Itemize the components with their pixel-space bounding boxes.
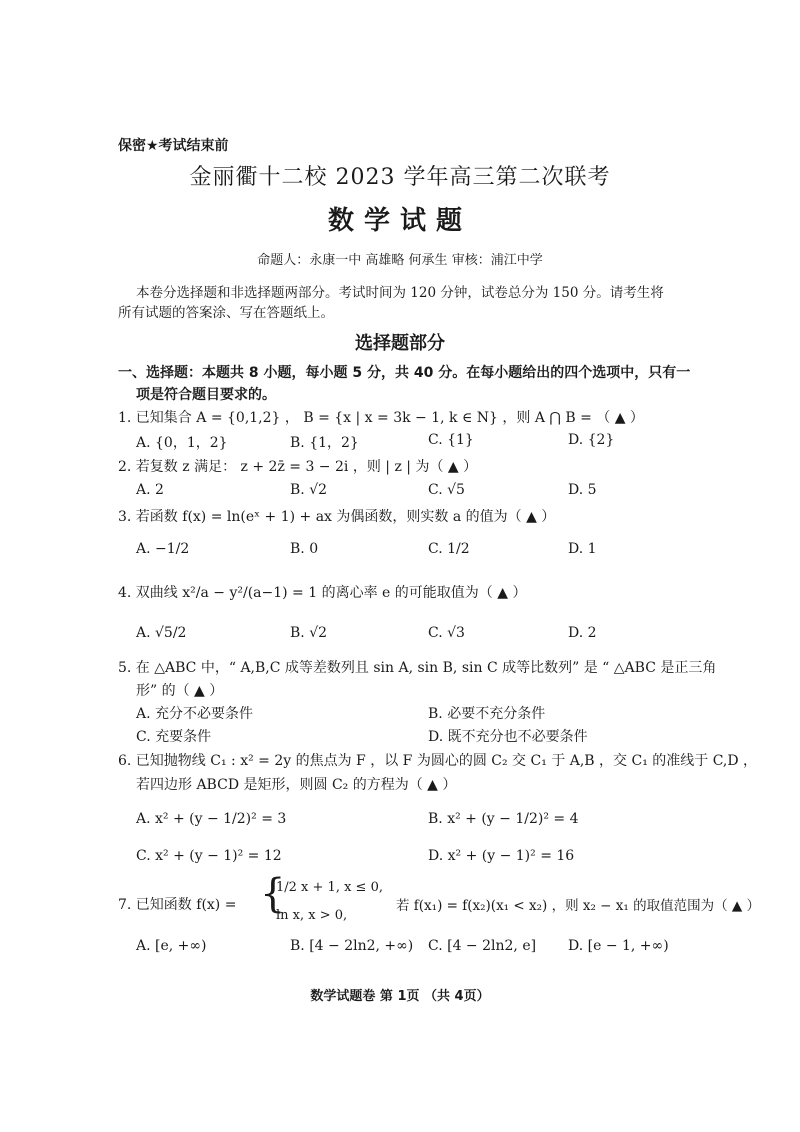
page-footer: 数学试题卷 第 1页 （共 4页） [310,989,490,1004]
question-5-stem-line-1: 5. 在 △ABC 中，“ A,B,C 成等差数列且 sin A, sin B, sin C 成等比数列” 是 “ △ABC 是正三角 [118,660,717,676]
question-7-stem-prefix: 7. 已知函数 f(x) = [118,897,237,913]
question-4-stem: 4. 双曲线 x²/a − y²/(a−1) = 1 的离心率 e 的可能取值为（ ▲ ） [118,585,527,601]
question-7-option-a: A. [e, +∞) [136,938,207,954]
question-7-option-b: B. [4 − 2ln2, +∞) [290,938,414,954]
question-6-option-d: D. x² + (y − 1)² = 16 [428,848,575,864]
question-6-stem-line-1: 6. 已知抛物线 C₁ : x² = 2y 的焦点为 F ，以 F 为圆心的圆 C₂ 交 C₁ 于 A,B ，交 C₁ 的准线于 C,D ， [118,753,758,769]
question-2-stem: 2. 若复数 z 满足： z + 2z̄ = 3 − 2i ，则 | z | 为（ ▲ ） [118,459,478,475]
question-5-option-a: A. 充分不必要条件 [136,706,254,722]
question-3-option-d: D. 1 [568,541,597,557]
question-1-stem: 1. 已知集合 A = {0,1,2} ， B = {x | x = 3k − 1, k ∈ N} ，则 A ⋂ B = （ ▲ ） [118,410,644,426]
question-1-option-a: A. {0，1，2} [136,435,228,451]
question-7-piece-1: 1/2 x + 1, x ≤ 0, [276,880,383,895]
question-3-option-b: B. 0 [290,541,319,557]
question-6-option-a: A. x² + (y − 1/2)² = 3 [136,811,287,827]
question-2-option-d: D. 5 [568,482,597,498]
question-4-option-d: D. 2 [568,625,597,641]
confidential-label: 保密★考试结束前 [118,138,229,154]
question-5-option-b: B. 必要不充分条件 [428,706,546,722]
question-7-option-d: D. [e − 1, +∞) [568,938,669,954]
question-7-stem-suffix: 若 f(x₁) = f(x₂)(x₁ < x₂) ，则 x₂ − x₁ 的取值范围为（ ▲ ） [396,898,761,914]
section-title: 选择题部分 [355,333,445,354]
question-4-option-b: B. √2 [290,625,328,641]
page-title: 数学试题 [327,206,472,236]
question-4-option-a: A. √5/2 [136,625,187,641]
question-6-stem-line-2: 若四边形 ABCD 是矩形，则圆 C₂ 的方程为（ ▲ ） [136,777,457,793]
question-7-piece-2: ln x, x > 0, [276,908,348,923]
intro-line-1: 本卷分选择题和非选择题两部分。考试时间为 120 分钟，试卷总分为 150 分。请考生将 [136,285,664,301]
question-3-option-a: A. −1/2 [136,541,190,557]
question-2-option-a: A. 2 [136,482,164,498]
question-7-option-c: C. [4 − 2ln2, e] [428,938,537,954]
question-1-option-c: C. {1} [428,432,474,448]
question-4-option-c: C. √3 [428,625,465,641]
question-3-stem: 3. 若函数 f(x) = ln(eˣ + 1) + ax 为偶函数，则实数 a 的值为（ ▲ ） [118,509,556,525]
instructions-line-1: 一、选择题：本题共 8 小题，每小题 5 分，共 40 分。在每小题给出的四个选项中，只有一 [118,365,691,381]
question-5-option-d: D. 既不充分也不必要条件 [428,729,588,745]
intro-line-2: 所有试题的答案涂、写在答题纸上。 [118,305,334,321]
question-1-option-b: B. {1，2} [290,435,359,451]
question-3-option-c: C. 1/2 [428,541,470,557]
question-5-stem-line-2: 形” 的（ ▲ ） [136,683,224,699]
authors-line: 命题人：永康一中 高雄略 何承生 审核：浦江中学 [257,253,543,268]
question-5-option-c: C. 充要条件 [136,729,212,745]
question-1-option-d: D. {2} [568,432,615,448]
question-6-option-b: B. x² + (y − 1/2)² = 4 [428,811,579,827]
question-2-option-c: C. √5 [428,482,465,498]
exam-school-title: 金丽衢十二校 2023 学年高三第二次联考 [189,165,611,190]
question-2-option-b: B. √2 [290,482,328,498]
piecewise-brace: { [260,871,286,917]
question-6-option-c: C. x² + (y − 1)² = 12 [136,848,282,864]
instructions-line-2: 项是符合题目要求的。 [136,387,276,403]
